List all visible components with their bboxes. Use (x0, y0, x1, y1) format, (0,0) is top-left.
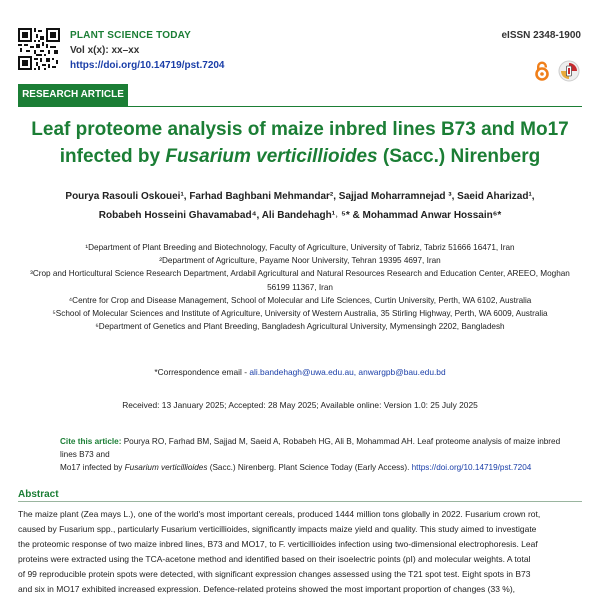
citation-line-1: Cite this article: Pourya RO, Farhad BM, Sajjad M, Saeid A, Robabeh HG, Ali B, Mohammad AH. Leaf proteome analysis of maize inbred lines B73 and (60, 437, 561, 459)
citation-line-2: Mo17 infected by Fusarium verticillioides (Sacc.) Nirenberg. Plant Science Today (Early Access). https://doi.org/10.14719/pst.7204 (60, 463, 532, 472)
citation-label: Cite this article: (60, 437, 122, 446)
journal-name[interactable]: PLANT SCIENCE TODAY (70, 30, 192, 41)
affiliation-3: ³Crop and Horticultural Science Research Department, Ardabil Agricultural and Natural Resources Research and Education Center, AREEO, Moghan (30, 269, 570, 279)
abstract-body (18, 507, 584, 597)
header-divider (18, 106, 582, 107)
correspondence (20, 367, 580, 377)
title-line-1: Leaf proteome analysis of maize inbred lines B73 and Mo17 (31, 119, 569, 140)
abstract-line: and six in MO17 exhibited increased expression. Defence-related proteins showed the most important proportion of changes (33 %), (18, 584, 516, 594)
affiliation-2: ²Department of Agriculture, Payame Noor University, Tehran 19395 4697, Iran (159, 256, 441, 266)
qr-code-icon[interactable] (18, 28, 60, 70)
correspondence-label: *Correspondence email - (154, 367, 247, 377)
abstract-divider (18, 501, 582, 502)
access-icons (531, 60, 580, 82)
abstract-line: proteins were extracted using the TCA-acetone method and identified based on their isoelectric points (pI) and molecular weights. A total (18, 554, 531, 564)
journal-volume: Vol x(x): xx–xx (70, 45, 140, 56)
author-list (20, 187, 580, 225)
affiliation-5: ⁵School of Molecular Sciences and Institute of Agriculture, University of Western Australia, 35 Stirling Highway, Perth, WA 6009, Australia (52, 309, 548, 319)
citation-block (60, 435, 570, 474)
title-line-2: infected by Fusarium verticillioides (Sacc.) Nirenberg (59, 146, 541, 167)
affiliation-4: ⁴Centre for Crop and Disease Management, School of Molecular and Life Sciences, Curtin University, Perth, WA 6102, Australia (68, 295, 532, 305)
article-doi-link[interactable]: https://doi.org/10.14719/pst.7204 (70, 60, 225, 71)
abstract-line: of 99 reproducible protein spots were detected, with significant expression changes assessed using the T21 spot test. Eight spots in B73 (18, 569, 531, 579)
abstract-line: caused by Fusarium spp., particularly Fusarium verticillioides, significantly impacts maize yield and quality. This study aimed to investigate (18, 524, 537, 534)
affiliation-6: ⁶Department of Genetics and Plant Breeding, Bangladesh Agricultural University, Mymensingh 2202, Bangladesh (95, 322, 505, 332)
abstract-line: The maize plant (Zea mays L.), one of the world's most important cereals, produced 1444 million tons globally in 2022. Fusarium crown rot, (18, 509, 541, 519)
article-type-badge: RESEARCH ARTICLE (18, 84, 128, 106)
authors-line-1: Pourya Rasouli Oskouei¹, Farhad Baghbani Mehmandar², Sajjad Moharramnejad ³, Saeid Aharizad¹, (65, 191, 535, 202)
affiliation-1: ¹Department of Plant Breeding and Biotechnology, Faculty of Agriculture, University of Tabriz, Tabriz 51666 16471, Iran (85, 243, 515, 252)
affiliations (20, 241, 580, 333)
abstract-heading: Abstract (18, 489, 59, 500)
citation-doi-link[interactable]: https://doi.org/10.14719/pst.7204 (411, 463, 532, 472)
affiliation-3-cont: 56199 11367, Iran (267, 282, 333, 292)
journal-info (70, 28, 225, 73)
crossmark-icon[interactable] (558, 60, 580, 82)
correspondence-emails[interactable]: ali.bandehagh@uwa.edu.au, anwargpb@bau.edu.bd (249, 367, 446, 377)
open-access-icon[interactable] (531, 60, 553, 82)
authors-line-2: Robabeh Hosseini Ghavamabad⁴, Ali Bandehagh¹˒ ⁵* & Mohammad Anwar Hossain⁶* (98, 210, 502, 221)
received-dates: Received: 13 January 2025; Accepted: 28 May 2025; Available online: Version 1.0: 25 July 2025 (122, 400, 478, 410)
abstract-line: the proteomic response of two maize inbred lines, B73 and MO17, to F. verticillioides infection using two-dimensional electrophoresis. Leaf (18, 539, 538, 549)
article-title (20, 116, 580, 170)
eissn: eISSN 2348-1900 (501, 30, 581, 41)
